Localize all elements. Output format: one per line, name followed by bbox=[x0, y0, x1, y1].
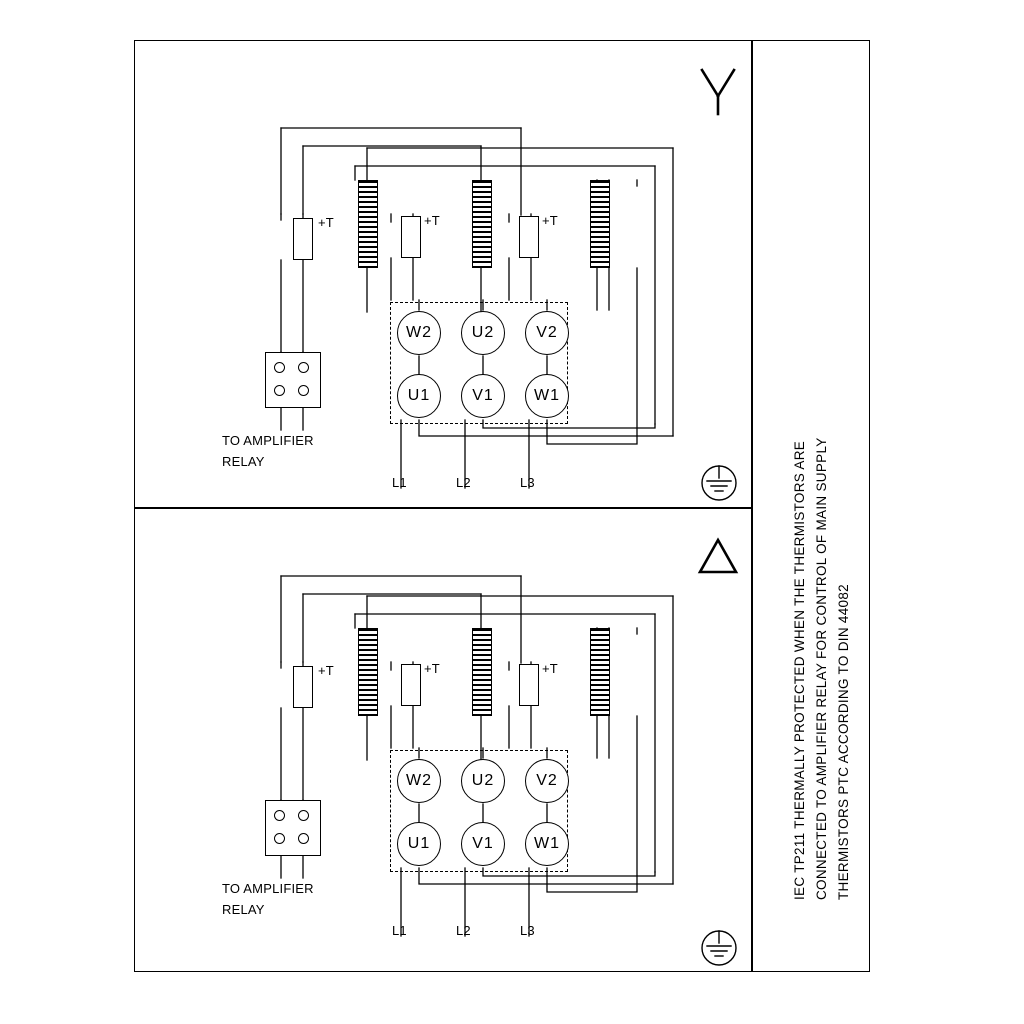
thermistor-1-star bbox=[293, 218, 313, 260]
thermistor-2-label-delta: +T bbox=[424, 661, 440, 676]
terminal-w2-star: W2 bbox=[397, 311, 441, 355]
thermistor-2-label-star: +T bbox=[424, 213, 440, 228]
supply-l2-star: L2 bbox=[456, 475, 471, 490]
note-line-2: CONNECTED TO AMPLIFIER RELAY FOR CONTROL OF MAIN SUPPLY bbox=[814, 437, 829, 900]
amplifier-label-line2-star: RELAY bbox=[222, 454, 265, 469]
amplifier-label-line1-delta: TO AMPLIFIER bbox=[222, 881, 314, 896]
supply-l1-delta: L1 bbox=[392, 923, 407, 938]
connector-dot bbox=[274, 362, 285, 373]
thermistor-2-star bbox=[401, 216, 421, 258]
motor-winding-1-star bbox=[358, 180, 378, 268]
terminal-w2-delta: W2 bbox=[397, 759, 441, 803]
connector-dot bbox=[298, 362, 309, 373]
thermistor-1-label-star: +T bbox=[318, 215, 334, 230]
connector-dot bbox=[298, 385, 309, 396]
thermistor-2-delta bbox=[401, 664, 421, 706]
thermistor-3-label-delta: +T bbox=[542, 661, 558, 676]
terminal-w1-star: W1 bbox=[525, 374, 569, 418]
terminal-w1-delta: W1 bbox=[525, 822, 569, 866]
connector-dot bbox=[298, 833, 309, 844]
terminal-u2-delta: U2 bbox=[461, 759, 505, 803]
notes-frame bbox=[752, 40, 870, 972]
supply-l3-delta: L3 bbox=[520, 923, 535, 938]
amplifier-connector-star bbox=[265, 352, 321, 408]
terminal-v1-delta: V1 bbox=[461, 822, 505, 866]
connector-dot bbox=[274, 385, 285, 396]
terminal-v2-star: V2 bbox=[525, 311, 569, 355]
note-line-1: IEC TP211 THERMALLY PROTECTED WHEN THE THERMISTORS ARE bbox=[792, 440, 807, 900]
thermistor-1-label-delta: +T bbox=[318, 663, 334, 678]
motor-winding-2-star bbox=[472, 180, 492, 268]
supply-l2-delta: L2 bbox=[456, 923, 471, 938]
amplifier-label-line1-star: TO AMPLIFIER bbox=[222, 433, 314, 448]
connector-dot bbox=[298, 810, 309, 821]
terminal-u1-star: U1 bbox=[397, 374, 441, 418]
supply-l1-star: L1 bbox=[392, 475, 407, 490]
terminal-v2-delta: V2 bbox=[525, 759, 569, 803]
motor-winding-2-delta bbox=[472, 628, 492, 716]
thermistor-3-label-star: +T bbox=[542, 213, 558, 228]
note-line-3: THERMISTORS PTC ACCORDING TO DIN 44082 bbox=[836, 584, 851, 900]
motor-winding-3-star bbox=[590, 180, 610, 268]
supply-l3-star: L3 bbox=[520, 475, 535, 490]
amplifier-connector-delta bbox=[265, 800, 321, 856]
terminal-u1-delta: U1 bbox=[397, 822, 441, 866]
amplifier-label-line2-delta: RELAY bbox=[222, 902, 265, 917]
motor-winding-3-delta bbox=[590, 628, 610, 716]
thermistor-3-star bbox=[519, 216, 539, 258]
terminal-u2-star: U2 bbox=[461, 311, 505, 355]
connector-dot bbox=[274, 833, 285, 844]
thermistor-1-delta bbox=[293, 666, 313, 708]
connector-dot bbox=[274, 810, 285, 821]
terminal-v1-star: V1 bbox=[461, 374, 505, 418]
motor-winding-1-delta bbox=[358, 628, 378, 716]
thermistor-3-delta bbox=[519, 664, 539, 706]
